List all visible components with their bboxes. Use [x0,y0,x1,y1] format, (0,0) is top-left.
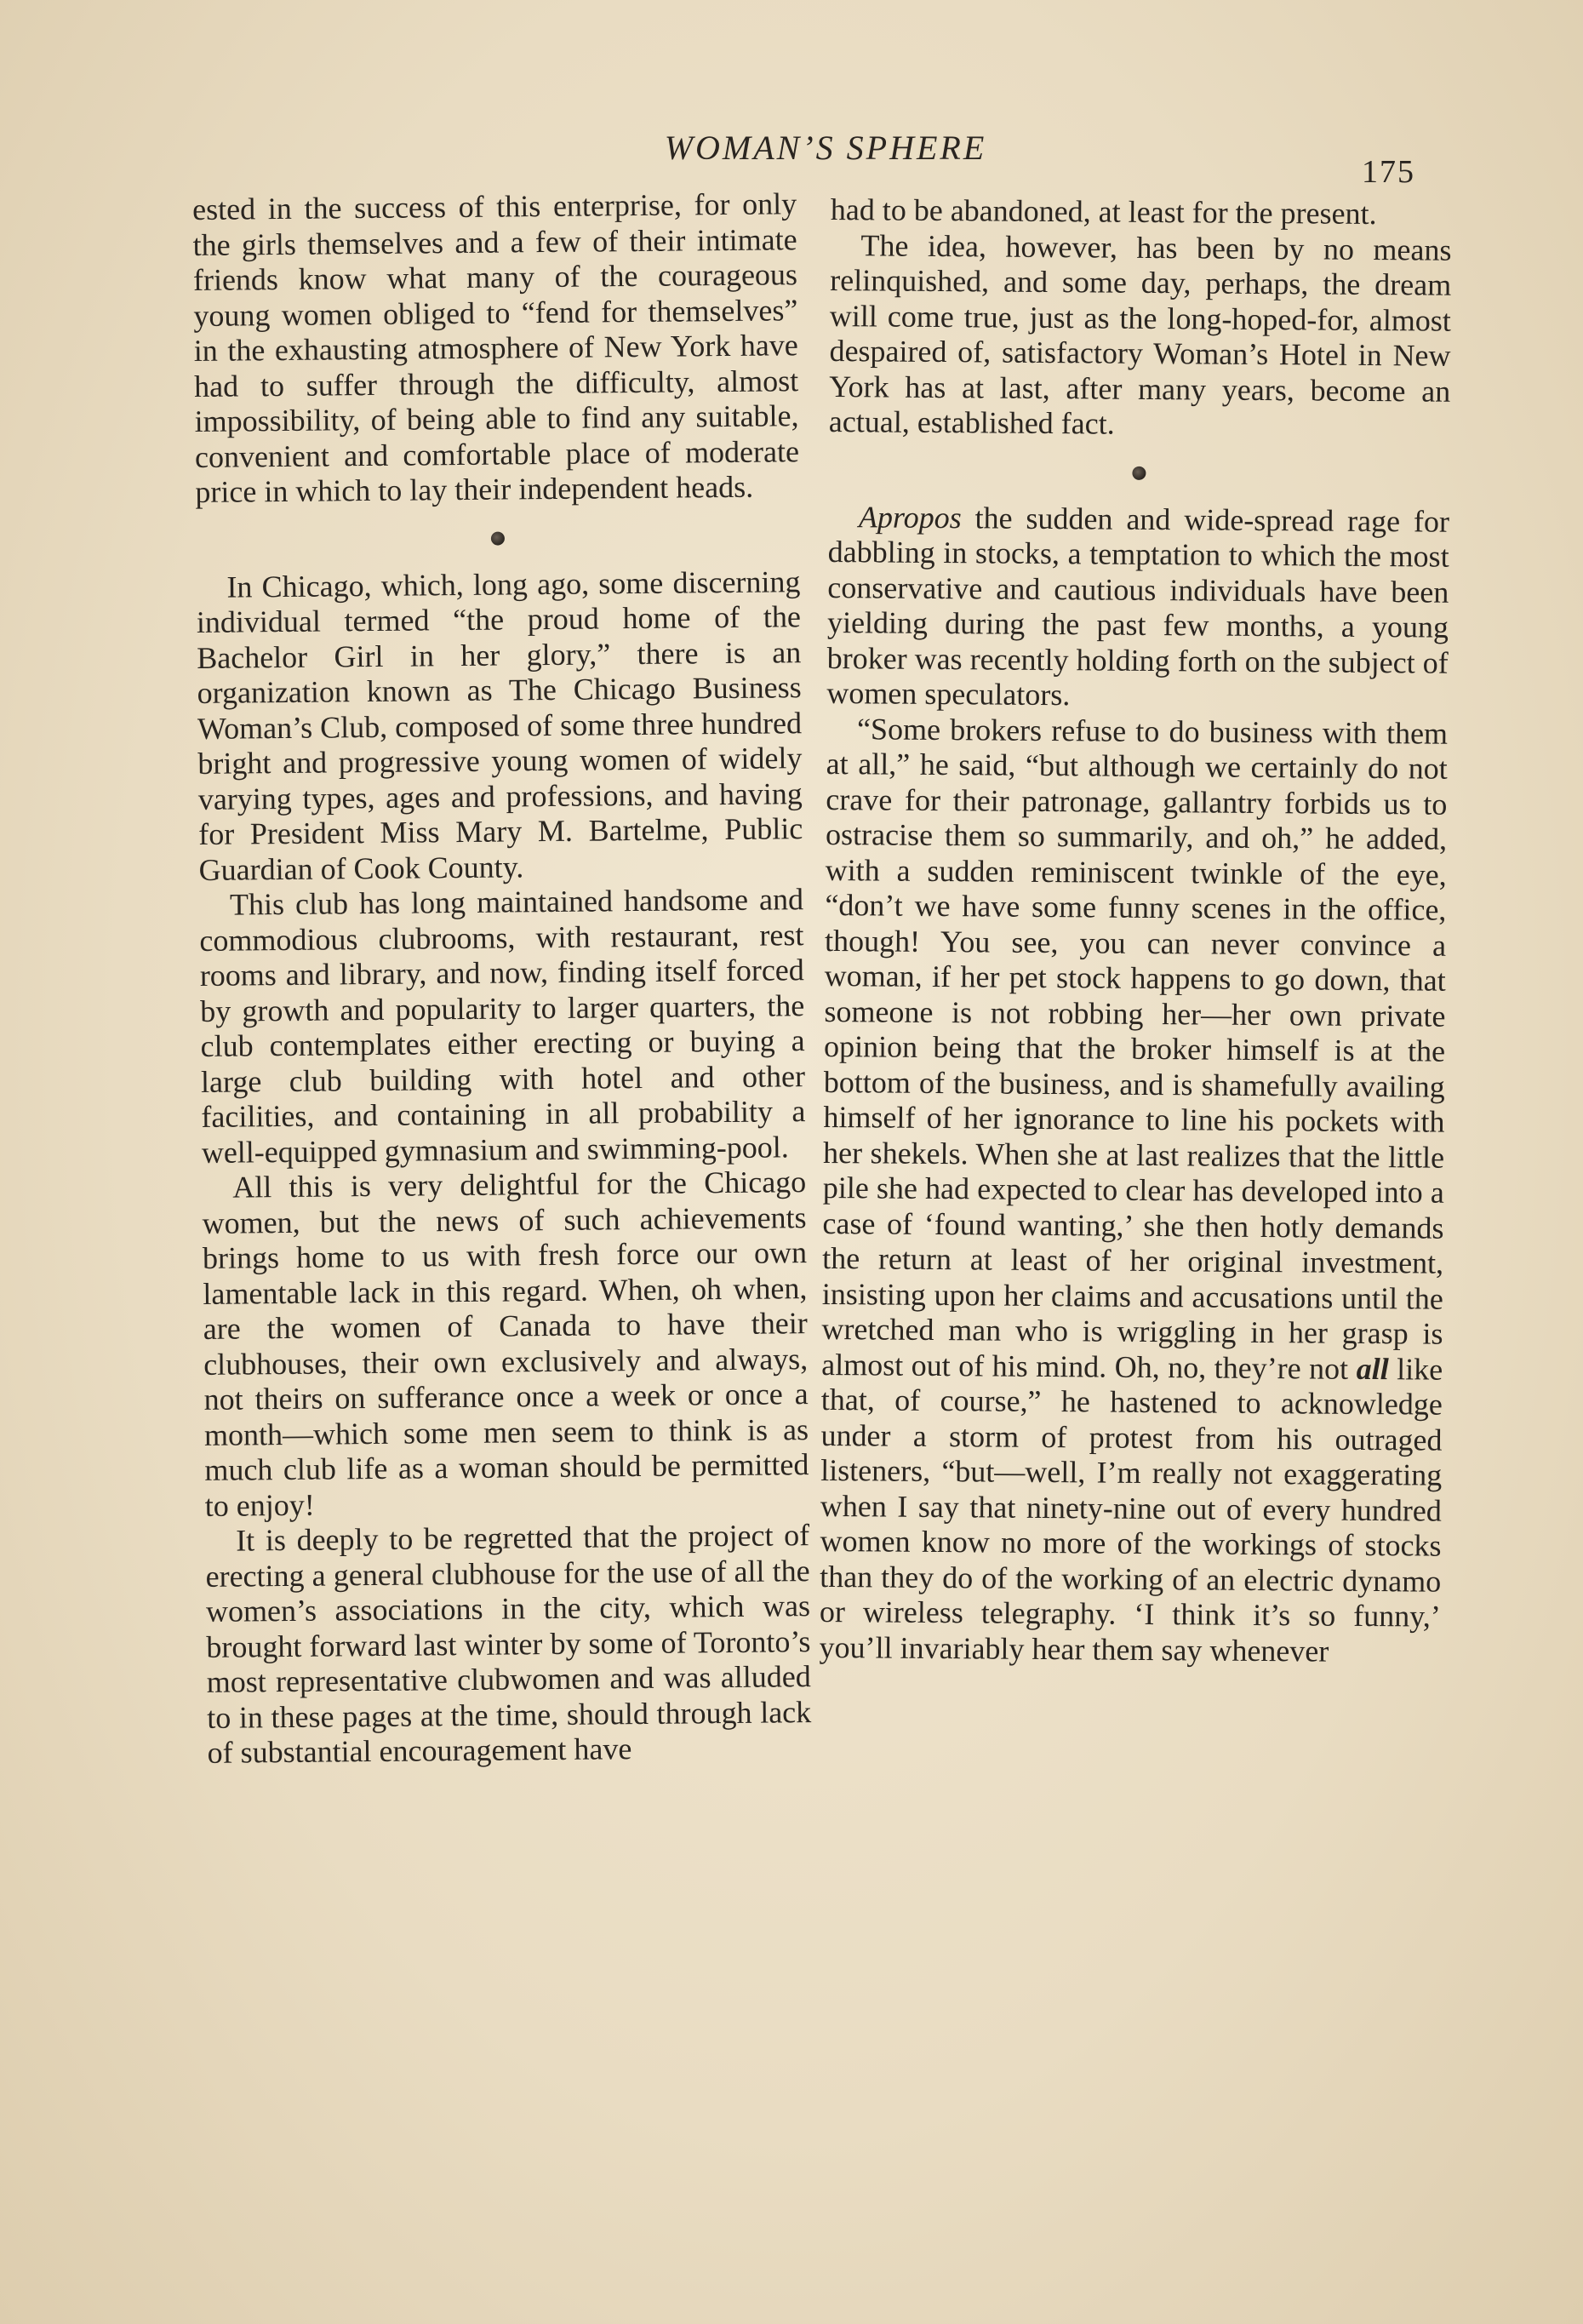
paragraph-toronto-project: It is deeply to be regretted that the project of erecting a general clubhouse for the use of all the women’s associations in the city, which was brought forward last winter by some of Toronto’s most representative clubwomen and was alluded to in these pages at the time, should through lack of substantial encouragement have [205,1518,812,1770]
section-divider-ornament [828,439,1450,504]
running-title: WOMAN’S SPHERE [664,129,987,167]
paragraph-continued: ested in the success of this enterprise, for only the girls themselves and a few of their intimate friends know what many of the courageous young women obliged to “fend for themselves” in the exhausting atmosphere of New York have had to suffer through the difficulty, almost impossibility, of being able to find any suitable, convenient and comfortable place of moderate price in which to lay their independent heads. [192,186,800,509]
emphasis-all: all [1356,1351,1389,1386]
section-divider-ornament [196,505,801,570]
page-number: 175 [1362,154,1415,190]
paragraph-canada-clubhouses: All this is very delightful for the Chicago women, but the news of such achievements brings home to us with fresh force our own lamentable lack in this regard. When, oh when, are the women of Canada to have their clubhouses, their own exclusively and always, not theirs on sufferance once a week or once a month—which some men seem to think is as much club life as a woman should be permitted to enjoy! [202,1165,809,1523]
broker-quote-text-b: like that, of course,” he hastened to acknowledge under a storm of protest from his outraged listeners, “but—well, I’m really not exaggerating when I say that ninety-nine out of every hundred women know no more of the workings of stocks than they do of the working of an electric dynamo or wireless telegraphy. ‘I think it’s so funny,’ you’ll invariably hear them say whenever [819,1351,1443,1669]
apropos-italic: Apropos [858,499,962,535]
right-column [819,192,1452,1670]
bullet-ornament-icon [1132,467,1146,480]
paragraph-stocks [826,499,1449,716]
paragraph-womans-hotel: The idea, however, has been by no means relinquished, and some day, perhaps, the dream will come true, just as the long-hoped-for, almost despaired of, satisfactory Woman’s Hotel in New York has at last, after many years, become an actual, established fact. [828,227,1452,441]
paragraph-chicago-club: In Chicago, which, long ago, some discerning individual termed “the proud home of the Bachelor Girl in her glory,” there is an organization known as The Chicago Business Woman’s Club, composed of some three hundred bright and progressive young women of widely varying types, ages and professions, and having for President Miss Mary M. Bartelme, Public Guardian of Cook County. [196,564,803,887]
paragraph-broker-quote [819,711,1448,1669]
bullet-ornament-icon [491,532,505,546]
stocks-text: the sudden and wide-spread rage for dabbling in stocks, a temptation to which the most conservative and cautious individuals have been yielding during the past few months, a young broker was recently holding forth on the subject of women speculators. [826,500,1450,713]
broker-quote-text-a: “Some brokers refuse to do business with them at all,” he said, “but although we certainly do not crave for their patronage, gallantry forbids us to ostracise them so summarily, and oh,” he added, with a sudden reminiscent twinkle of the eye, “don’t we have some funny scenes in the office, though! You see, you can never convince a woman, if her pet stock happens to go down, that someone is not robbing her—her own private opinion being that the broker himself is at the bottom of the business, and is shamefully availing himself of her ignorance to line his pockets with her shekels. When she at last realizes that the little pile she had expected to clear has developed into a case of ‘found wanting,’ she then hotly demands the return at least of her original investment, insisting upon her claims and accusations until the wretched man who is wriggling in her grasp is almost out of his mind. Oh, no, they’re not [821,711,1449,1386]
left-column [192,186,812,1771]
paragraph-clubrooms: This club has long maintained handsome and commodious clubrooms, with restaurant, rest rooms and library, and now, finding itself forced by growth and popularity to larger quarters, the club contemplates either erecting or buying a large club building with hotel and other facilities, and containing in all probability a well-equipped gymnasium and swimming-pool. [199,882,806,1170]
paragraph-abandoned: had to be abandoned, at least for the present. [830,192,1377,232]
page-header [0,128,1583,190]
